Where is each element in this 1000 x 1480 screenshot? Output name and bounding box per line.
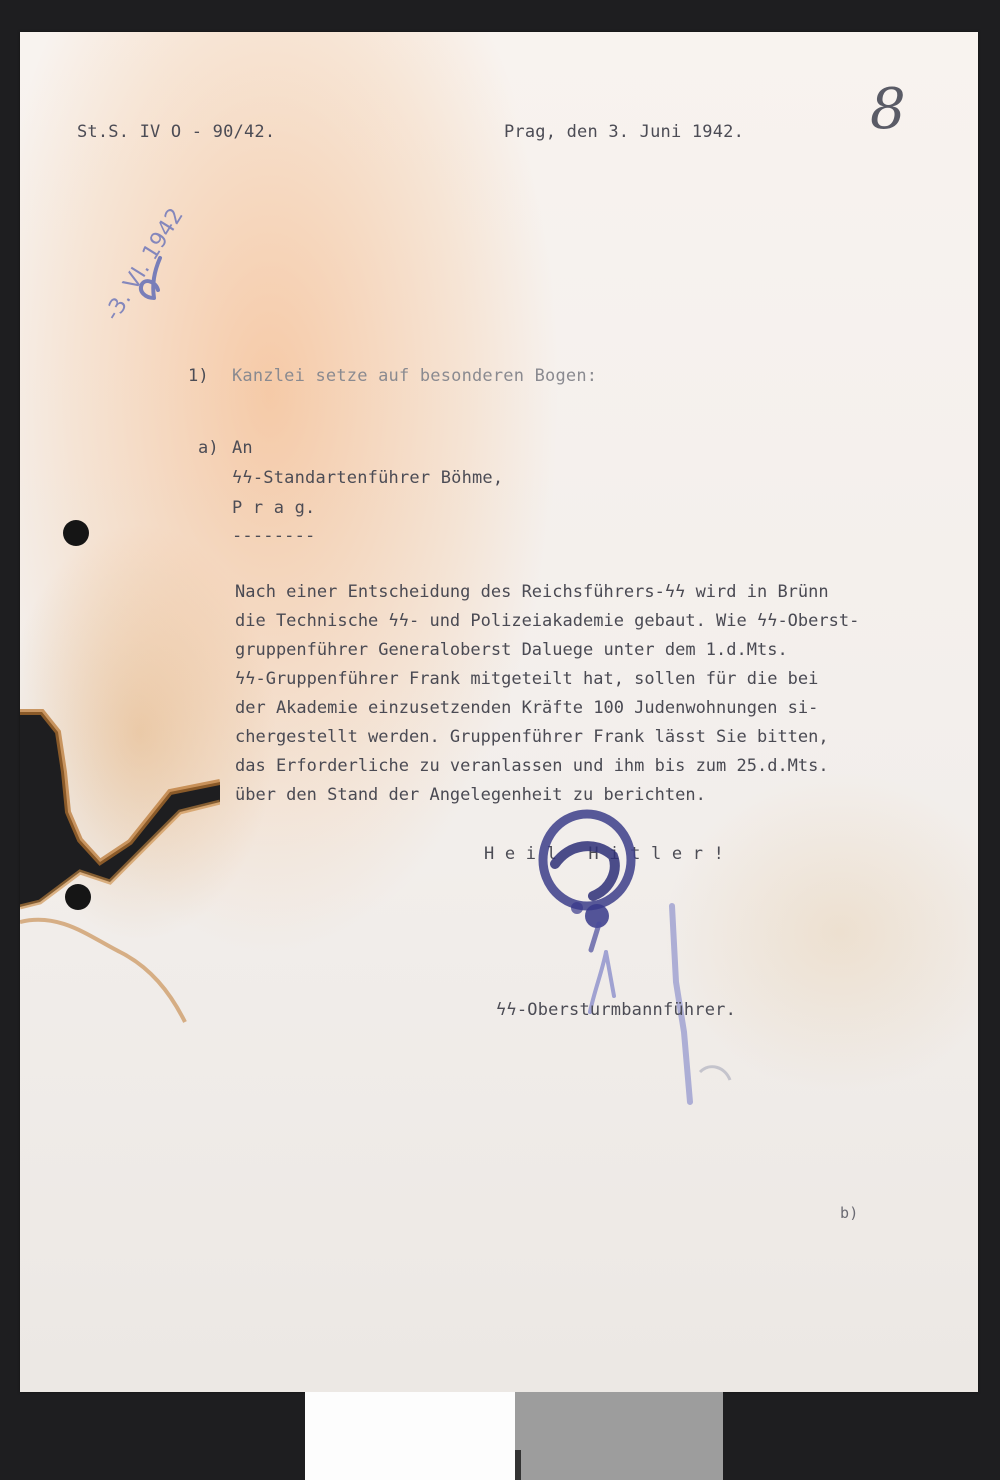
recipient-name: ϟϟ-Standartenführer Böhme, — [232, 468, 504, 488]
reference-number: St.S. IV O - 90/42. — [77, 122, 276, 142]
place-date: Prag, den 3. Juni 1942. — [504, 122, 745, 142]
calibration-white-patch — [305, 1392, 515, 1480]
recipient-underline: -------- — [232, 526, 316, 546]
initial-mark-icon — [132, 254, 172, 314]
item-number: 1) — [188, 366, 209, 386]
recipient-city: P r a g. — [232, 498, 316, 518]
body-line: die Technische ϟϟ- und Polizeiakademie gebaut. Wie ϟϟ-Oberst- — [235, 611, 860, 631]
body-line: chergestellt werden. Gruppenführer Frank lässt Sie bitten, — [235, 727, 829, 747]
calibration-marker — [515, 1450, 521, 1480]
signature-rank: ϟϟ-Obersturmbannführer. — [496, 1000, 737, 1020]
torn-edge — [20, 672, 220, 1032]
receipt-stamp: -3. VI. 1942 — [100, 203, 189, 326]
closing-greeting: H e i l H i t l e r ! — [484, 844, 725, 864]
calibration-grey-patch — [515, 1392, 723, 1480]
body-line: über den Stand der Angelegenheit zu berichten. — [235, 785, 706, 805]
recipient-salutation: An — [232, 438, 253, 458]
body-line: der Akademie einzusetzenden Kräfte 100 Judenwohnungen si- — [235, 698, 819, 718]
punch-hole-bottom — [65, 884, 91, 910]
body-line: Nach einer Entscheidung des Reichsführers-ϟϟ wird in Brünn — [235, 582, 829, 602]
office-instruction: Kanzlei setze auf besonderen Bogen: — [232, 366, 598, 386]
subitem-label: a) — [198, 438, 219, 458]
letter-page — [20, 32, 978, 1392]
body-line: das Erforderliche zu veranlassen und ihm bis zum 25.d.Mts. — [235, 756, 829, 776]
handwritten-page-number: 8 — [870, 77, 906, 142]
continuation-marker: b) — [840, 1204, 859, 1222]
punch-hole-top — [63, 520, 89, 546]
body-line: ϟϟ-Gruppenführer Frank mitgeteilt hat, sollen für die bei — [235, 669, 819, 689]
body-line: gruppenführer Generaloberst Daluege unter dem 1.d.Mts. — [235, 640, 788, 660]
